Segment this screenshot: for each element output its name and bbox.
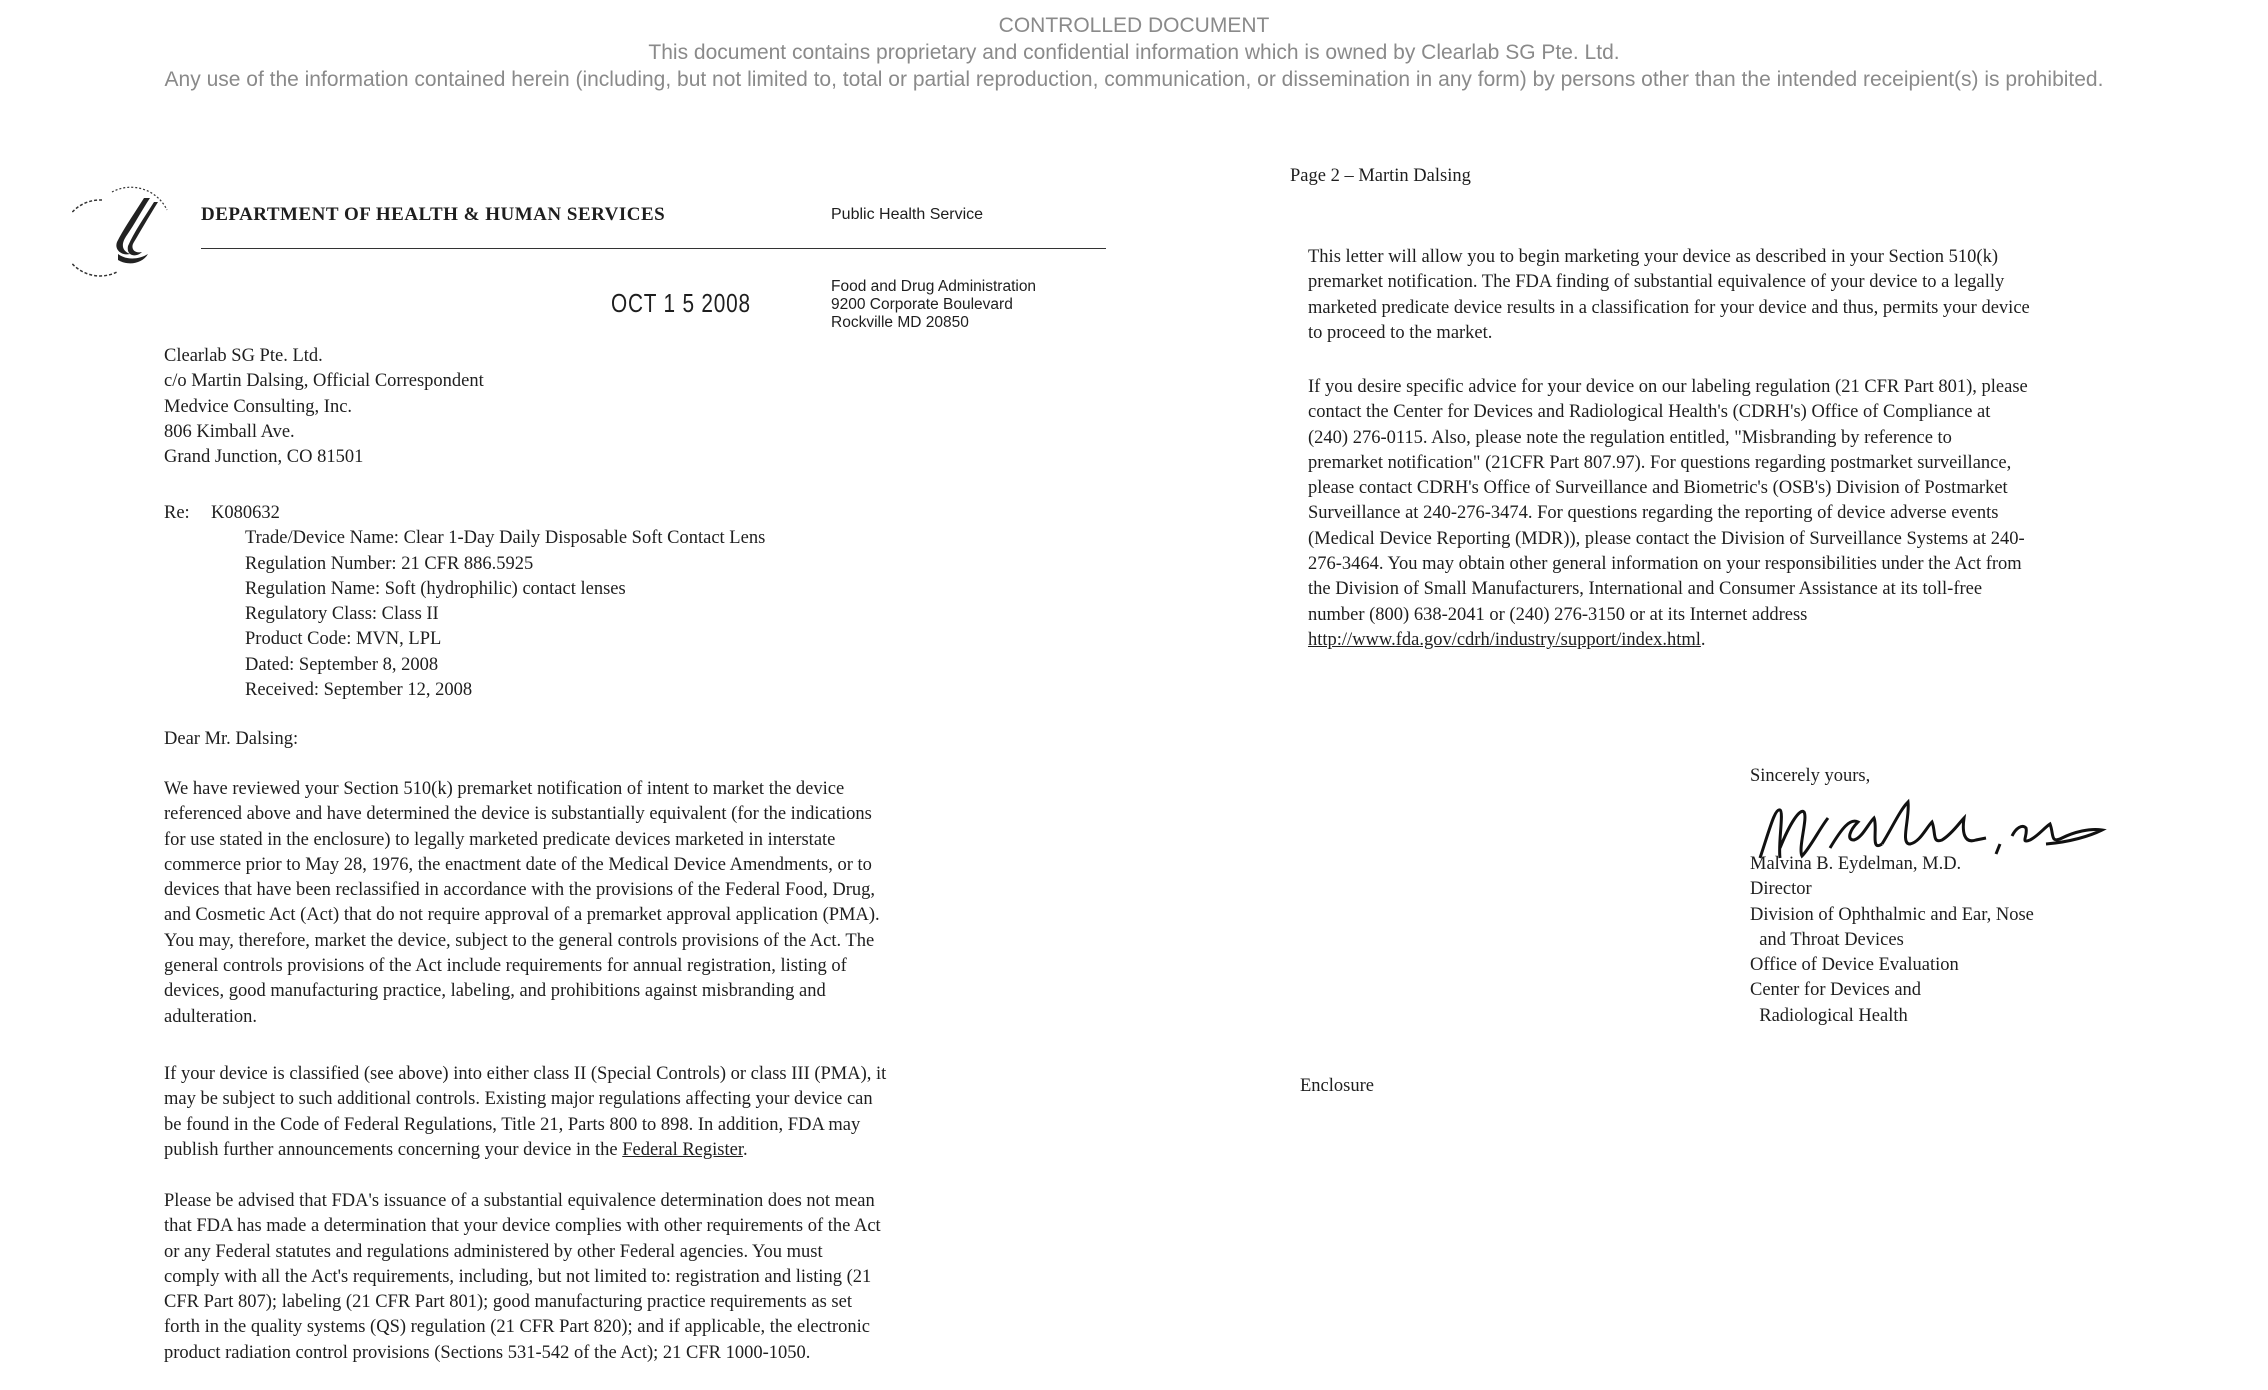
sentence-period: . — [742, 1139, 748, 1160]
paragraph-line: be found in the Code of Federal Regulations, Title 21, Parts 800 to 898. In addition, FDA may — [164, 1114, 861, 1135]
paragraph-line: (Medical Device Reporting (MDR)), please contact the Division of Surveillance Systems at 240- — [1308, 528, 2025, 549]
paragraph-line: devices, good manufacturing practice, labeling, and prohibitions against misbranding and — [164, 981, 826, 1002]
paragraph-line: number (800) 638-2041 or (240) 276-3150 or at its Internet address — [1308, 604, 1808, 625]
paragraph-line: product radiation control provisions (Sections 531-542 of the Act); 21 CFR 1000-1050. — [164, 1342, 811, 1363]
paragraph-line: adulteration. — [164, 1006, 257, 1027]
paragraph-line: may be subject to such additional controls. Existing major regulations affecting your device can — [164, 1089, 873, 1110]
paragraph-line: to proceed to the market. — [1308, 322, 1493, 343]
paragraph-line: and Cosmetic Act (Act) that do not require approval of a premarket approval application (PMA). — [164, 905, 880, 926]
public-health-service: Public Health Service — [831, 206, 984, 223]
paragraph-line: forth in the quality systems (QS) regulation (21 CFR Part 820); and if applicable, the electronic — [164, 1317, 870, 1338]
paragraph-line: commerce prior to May 28, 1976, the enactment date of the Medical Device Amendments, or to — [164, 854, 872, 875]
agency-address-line: Food and Drug Administration — [831, 278, 1037, 295]
re-line: Trade/Device Name: Clear 1-Day Daily Disposable Soft Contact Lens — [245, 528, 766, 549]
paragraph-line: please contact CDRH's Office of Surveillance and Biometric's (OSB's) Division of Postmarket — [1308, 478, 2008, 499]
paragraph-line — [1308, 628, 2028, 653]
paragraph-marketing — [1308, 245, 2030, 346]
page-header: Page 2 – Martin Dalsing — [1290, 166, 1471, 186]
paragraph-line: that FDA has made a determination that your device complies with other requirements of the Act — [164, 1216, 881, 1237]
date-stamp: OCT 1 5 2008 — [611, 288, 751, 318]
re-line: Received: September 12, 2008 — [245, 680, 473, 701]
paragraph-line: If your device is classified (see above) into either class II (Special Controls) or class III (PMA), it — [164, 1064, 887, 1084]
paragraph-line: You may, therefore, market the device, subject to the general controls provisions of the Act. The — [164, 930, 875, 951]
re-line: Regulation Number: 21 CFR 886.5925 — [245, 553, 534, 574]
paragraph-line: We have reviewed your Section 510(k) premarket notification of intent to market the device — [164, 779, 845, 799]
re-line: Regulatory Class: Class II — [245, 604, 439, 625]
paragraph-line: This letter will allow you to begin marketing your device as described in your Section 510(k) — [1308, 247, 1998, 267]
re-line: Dated: September 8, 2008 — [245, 654, 439, 675]
sentence-period: . — [1700, 629, 1706, 650]
paragraph-advisory — [164, 1189, 881, 1366]
usage-restriction-notice: Any use of the information contained herein (including, but not limited to, total or partial reproduction, communication, or dissemination in any form) by persons other than the intended receipient(s) is prohibited. — [164, 68, 2104, 91]
re-line: Regulation Name: Soft (hydrophilic) contact lenses — [245, 578, 626, 599]
hhs-eagle-seal-icon — [72, 180, 172, 280]
letter-page-1 — [66, 160, 1096, 1375]
agency-address-line: 9200 Corporate Boulevard — [831, 296, 1013, 313]
recipient-line: Medvice Consulting, Inc. — [164, 396, 353, 417]
re-line: K080632 — [211, 503, 280, 523]
enclosure-label: Enclosure — [1300, 1076, 1374, 1096]
paragraph-line: CFR Part 807); labeling (21 CFR Part 801); good manufacturing practice requirements as set — [164, 1292, 852, 1313]
re-line: Product Code: MVN, LPL — [245, 629, 442, 650]
signer-line: and Throat Devices — [1750, 929, 1904, 950]
paragraph-line: general controls provisions of the Act include requirements for annual registration, listing of — [164, 956, 847, 977]
agency-address — [831, 278, 1036, 332]
re-block — [211, 501, 765, 703]
re-label: Re: — [164, 503, 190, 523]
agency-address-line: Rockville MD 20850 — [831, 314, 969, 331]
paragraph-line: premarket notification. The FDA finding of substantial equivalence of your device to a legally — [1308, 272, 2005, 293]
closing: Sincerely yours, — [1750, 766, 1871, 786]
signer-block — [1750, 852, 2034, 1029]
paragraph-line — [164, 1138, 886, 1163]
paragraph-line: 276-3464. You may obtain other general information on your responsibilities under the Act from — [1308, 554, 2022, 575]
signer-line: Director — [1750, 879, 1812, 900]
salutation: Dear Mr. Dalsing: — [164, 729, 299, 749]
paragraph-line: (240) 276-0115. Also, please note the regulation entitled, "Misbranding by reference to — [1308, 427, 1952, 448]
controlled-document-title: CONTROLLED DOCUMENT — [998, 14, 1270, 37]
recipient-line: Grand Junction, CO 81501 — [164, 447, 364, 468]
recipient-line: Clearlab SG Pte. Ltd. — [164, 346, 323, 366]
recipient-line: c/o Martin Dalsing, Official Correspondent — [164, 371, 484, 392]
recipient-address — [164, 344, 484, 470]
signer-line: Radiological Health — [1750, 1005, 1908, 1026]
cdrh-support-link[interactable]: http://www.fda.gov/cdrh/industry/support/index.html — [1308, 629, 1701, 650]
paragraph-line: contact the Center for Devices and Radiological Health's (CDRH's) Office of Compliance at — [1308, 402, 1991, 423]
letter-page-2 — [1290, 160, 2230, 1375]
signer-line: Center for Devices and — [1750, 980, 1922, 1001]
paragraph-line: marketed predicate device results in a classification for your device and thus, permits your device — [1308, 297, 2030, 318]
recipient-line: 806 Kimball Ave. — [164, 421, 295, 442]
paragraph-contacts — [1308, 375, 2028, 653]
paragraph-line: Please be advised that FDA's issuance of a substantial equivalence determination does not mean — [164, 1191, 875, 1211]
paragraph-review — [164, 777, 880, 1030]
paragraph-line: for use stated in the enclosure) to legally marketed predicate devices marketed in interstate — [164, 829, 836, 850]
federal-register-link[interactable]: Federal Register — [622, 1139, 743, 1160]
paragraph-line-text: publish further announcements concerning your device in the — [164, 1139, 623, 1160]
paragraph-line: premarket notification" (21CFR Part 807.97). For questions regarding postmarket surveillance, — [1308, 452, 2012, 473]
paragraph-line: If you desire specific advice for your device on our labeling regulation (21 CFR Part 801), please — [1308, 377, 2028, 397]
paragraph-line: the Division of Small Manufacturers, International and Consumer Assistance at its toll-free — [1308, 579, 1983, 600]
paragraph-line: devices that have been reclassified in accordance with the provisions of the Federal Food, Drug, — [164, 880, 875, 901]
paragraph-classification — [164, 1062, 886, 1163]
paragraph-line: referenced above and have determined the device is substantially equivalent (for the indications — [164, 804, 872, 825]
department-name: DEPARTMENT OF HEALTH & HUMAN SERVICES — [201, 204, 666, 225]
signer-name: Malvina B. Eydelman, M.D. — [1750, 854, 1962, 874]
confidentiality-notice: This document contains proprietary and confidential information which is owned by Clearlab SG Pte. Ltd. — [648, 41, 1620, 64]
paragraph-line: or any Federal statutes and regulations administered by other Federal agencies. You must — [164, 1241, 823, 1262]
paragraph-line: Surveillance at 240-276-3474. For questions regarding the reporting of device adverse events — [1308, 503, 1999, 524]
header-rule — [201, 248, 1106, 249]
signer-line: Division of Ophthalmic and Ear, Nose — [1750, 904, 2034, 925]
paragraph-line: comply with all the Act's requirements, including, but not limited to: registration and listing (21 — [164, 1266, 872, 1287]
signer-line: Office of Device Evaluation — [1750, 955, 1959, 976]
